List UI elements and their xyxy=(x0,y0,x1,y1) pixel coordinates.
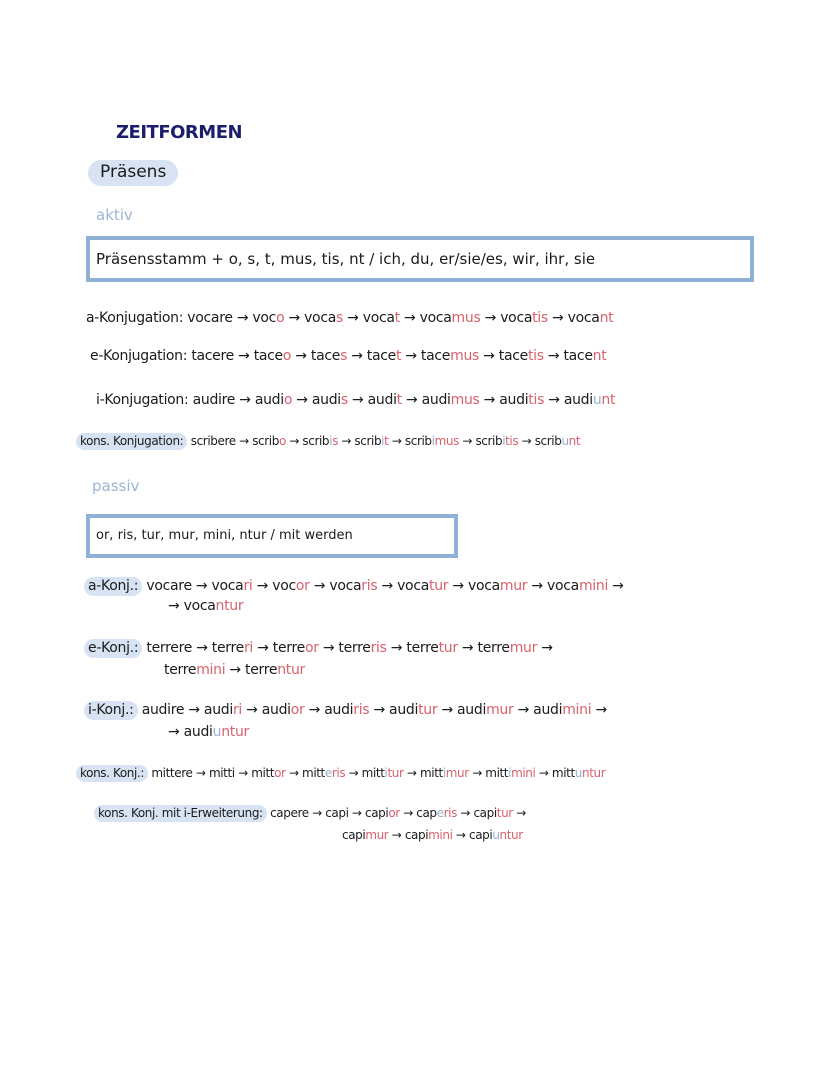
verb-ending: mus xyxy=(451,310,481,326)
verb-ending: t xyxy=(396,392,402,408)
verb-form xyxy=(212,578,253,594)
conjugation-label: a-Konjugation: xyxy=(86,310,184,326)
verb-stem: mitti xyxy=(208,766,235,780)
verb-form xyxy=(552,766,605,780)
arrow-icon: → xyxy=(458,434,476,448)
conjugation-row xyxy=(84,578,624,594)
verb-form xyxy=(262,702,305,718)
arrow-icon: → xyxy=(388,828,405,842)
infinitive: capere xyxy=(270,806,309,820)
verb-stem: tace xyxy=(420,348,451,364)
verb-ending: ri xyxy=(243,640,254,656)
verb-stem: scrib xyxy=(252,434,279,448)
verb-ending: tis xyxy=(505,434,519,448)
arrow-icon: → xyxy=(235,434,253,448)
connecting-vowel: e xyxy=(436,806,444,820)
verb-stem: tace xyxy=(563,348,593,364)
verb-ending: or xyxy=(290,702,305,718)
verb-ending: ris xyxy=(370,640,387,656)
conjugation-row-continued xyxy=(168,724,249,740)
verb-ending: ri xyxy=(232,702,242,718)
verb-form xyxy=(164,662,225,678)
verb-form xyxy=(184,598,244,614)
infinitive: tacere xyxy=(191,348,234,364)
verb-stem: capi xyxy=(365,806,389,820)
verb-ending: tur xyxy=(429,578,449,594)
verb-stem: mitt xyxy=(551,766,575,780)
verb-form xyxy=(533,702,591,718)
arrow-icon: → xyxy=(547,310,568,326)
conjugation-row xyxy=(86,310,613,326)
verb-form xyxy=(342,828,388,842)
verb-stem: audi xyxy=(421,392,451,408)
verb-ending: ris xyxy=(443,806,457,820)
arrow-icon: → xyxy=(242,702,262,718)
verb-ending: o xyxy=(276,310,285,326)
verb-form xyxy=(535,434,580,448)
verb-form xyxy=(212,640,253,656)
verb-ending: mus xyxy=(434,434,459,448)
verb-ending: mur xyxy=(509,640,538,656)
infinitive: vocare xyxy=(146,578,192,594)
arrow-icon: → xyxy=(291,348,311,364)
verb-ending: ri xyxy=(243,578,253,594)
verb-form xyxy=(272,578,309,594)
arrow-icon: → xyxy=(518,434,535,448)
verb-form xyxy=(312,392,348,408)
conjugation-row xyxy=(76,434,580,448)
verb-form xyxy=(304,310,343,326)
arrow-icon: → xyxy=(318,640,339,656)
arrow-icon: → xyxy=(347,348,367,364)
arrow-icon: → xyxy=(234,766,252,780)
verb-stem: voca xyxy=(419,310,452,326)
verb-stem: audi xyxy=(183,724,213,740)
verb-ending: mini xyxy=(578,578,609,594)
verb-stem: capi xyxy=(325,806,349,820)
verb-form xyxy=(252,434,286,448)
connecting-vowel: i xyxy=(508,766,512,780)
arrow-icon: → xyxy=(347,392,368,408)
arrow-icon: → xyxy=(544,392,564,408)
arrow-icon: → xyxy=(345,766,362,780)
verb-stem: voca xyxy=(500,310,533,326)
conjugation-row xyxy=(84,640,553,656)
verb-ending: mur xyxy=(365,828,389,842)
verb-form xyxy=(325,806,348,820)
arrow-icon: → xyxy=(479,348,499,364)
verb-form xyxy=(397,578,448,594)
arrow-icon: → xyxy=(184,702,204,718)
formula-box-passiv: or, ris, tur, mur, mini, ntur / mit werden xyxy=(86,514,458,558)
connecting-vowel: i xyxy=(384,766,388,780)
verb-stem: voca xyxy=(329,578,362,594)
verb-stem: mitt xyxy=(251,766,275,780)
conjugation-row xyxy=(96,392,615,408)
verb-ending: s xyxy=(340,348,348,364)
verb-form xyxy=(469,828,523,842)
arrow-icon: → xyxy=(403,766,420,780)
arrow-icon: → xyxy=(292,392,312,408)
arrow-icon: → xyxy=(527,578,547,594)
verb-form xyxy=(478,640,538,656)
arrow-icon: → xyxy=(348,806,365,820)
conjugation-row xyxy=(94,806,526,820)
verb-form xyxy=(302,434,338,448)
infinitive: scribere xyxy=(190,434,236,448)
verb-form xyxy=(204,702,242,718)
verb-form xyxy=(416,806,457,820)
verb-ending: nt xyxy=(599,310,614,326)
verb-form xyxy=(254,348,291,364)
verb-ending: mini xyxy=(428,828,453,842)
verb-ending: ntur xyxy=(581,766,606,780)
verb-ending: s xyxy=(336,310,343,326)
infinitive: audire xyxy=(192,392,236,408)
verb-stem: voca xyxy=(567,310,600,326)
connecting-vowel: e xyxy=(324,766,332,780)
arrow-icon: → xyxy=(513,702,534,718)
conjugation-label: i-Konjugation: xyxy=(96,392,189,408)
arrow-icon: → xyxy=(480,310,501,326)
verb-form xyxy=(209,766,235,780)
arrow-icon: → xyxy=(284,310,305,326)
verb-stem: voca xyxy=(183,598,216,614)
verb-form xyxy=(475,434,518,448)
arrow-icon: → xyxy=(285,766,303,780)
arrow-icon: → xyxy=(448,578,468,594)
verb-stem: audi xyxy=(324,702,354,718)
verb-stem: voca xyxy=(362,310,395,326)
verb-stem: audi xyxy=(203,702,233,718)
conjugation-row xyxy=(76,766,605,780)
conjugation-row xyxy=(84,702,607,718)
verb-ending: or xyxy=(295,578,310,594)
verb-ending: nt xyxy=(568,434,581,448)
infinitive: vocare xyxy=(187,310,233,326)
verb-form xyxy=(252,310,284,326)
arrow-icon: → xyxy=(369,702,390,718)
infinitive: terrere xyxy=(146,640,193,656)
verb-form xyxy=(499,392,544,408)
conjugation-label: a-Konj.: xyxy=(84,577,142,596)
verb-stem: audi xyxy=(533,702,563,718)
arrow-icon: → xyxy=(456,806,474,820)
subheading-passiv: passiv xyxy=(92,477,140,495)
verb-ending: tis xyxy=(528,392,545,408)
conjugation-label: kons. Konj. mit i-Erweiterung: xyxy=(94,805,267,822)
verb-ending: ntur xyxy=(215,598,244,614)
arrow-icon: → xyxy=(543,348,564,364)
conjugation-label: e-Konj.: xyxy=(84,639,142,658)
verb-stem: tace xyxy=(310,348,341,364)
verb-stem: mitt xyxy=(302,766,325,780)
arrow-icon: → xyxy=(591,702,607,718)
verb-ending: or xyxy=(304,640,319,656)
verb-stem: voca xyxy=(547,578,579,594)
conjugation-row xyxy=(90,348,606,364)
arrow-icon: → xyxy=(168,724,184,740)
connecting-vowel: i xyxy=(431,434,435,448)
subheading-aktiv: aktiv xyxy=(96,206,133,224)
verb-stem: scrib xyxy=(534,434,562,448)
verb-form xyxy=(568,310,614,326)
verb-stem: terre xyxy=(164,662,197,678)
arrow-icon: → xyxy=(225,662,246,678)
infinitive: mittere xyxy=(151,766,193,780)
verb-form xyxy=(273,640,319,656)
arrow-icon: → xyxy=(386,640,407,656)
verb-ending: t xyxy=(384,434,389,448)
verb-form xyxy=(420,310,481,326)
verb-stem: scrib xyxy=(475,434,503,448)
verb-form xyxy=(251,766,285,780)
verb-ending: tur xyxy=(496,806,513,820)
verb-form xyxy=(338,640,386,656)
verb-ending: nt xyxy=(592,348,607,364)
verb-ending: mini xyxy=(196,662,226,678)
verb-form xyxy=(363,310,400,326)
arrow-icon: → xyxy=(608,578,624,594)
arrow-icon: → xyxy=(512,806,526,820)
verb-form xyxy=(329,578,377,594)
verb-stem: scrib xyxy=(302,434,330,448)
verb-form xyxy=(485,766,535,780)
conjugation-label: kons. Konj.: xyxy=(76,765,148,782)
verb-stem: terre xyxy=(338,640,371,656)
verb-stem: terre xyxy=(477,640,510,656)
arrow-icon: → xyxy=(401,392,422,408)
arrow-icon: → xyxy=(457,640,478,656)
verb-form xyxy=(365,806,400,820)
verb-ending: tis xyxy=(532,310,548,326)
verb-ending: mini xyxy=(511,766,536,780)
arrow-icon: → xyxy=(285,434,303,448)
verb-ending: or xyxy=(274,766,286,780)
conjugation-label: kons. Konjugation: xyxy=(76,433,187,450)
verb-form xyxy=(500,310,548,326)
connecting-vowel: u xyxy=(492,828,500,842)
verb-stem: tace xyxy=(366,348,396,364)
arrow-icon: → xyxy=(537,640,553,656)
verb-ending: mus xyxy=(450,392,480,408)
verb-stem: scrib xyxy=(404,434,432,448)
verb-form xyxy=(311,348,347,364)
infinitive: audire xyxy=(141,702,185,718)
verb-ending: tur xyxy=(438,640,458,656)
verb-ending: s xyxy=(340,392,348,408)
arrow-icon: → xyxy=(377,578,398,594)
arrow-icon: → xyxy=(308,806,326,820)
verb-stem: mitt xyxy=(361,766,385,780)
arrow-icon: → xyxy=(309,578,330,594)
verb-form xyxy=(255,392,292,408)
verb-form xyxy=(422,392,480,408)
verb-ending: tur xyxy=(418,702,438,718)
arrow-icon: → xyxy=(192,640,212,656)
verb-form xyxy=(468,578,527,594)
arrow-icon: → xyxy=(168,598,184,614)
verb-ending: ris xyxy=(353,702,370,718)
verb-stem: audi xyxy=(499,392,529,408)
verb-ending: ris xyxy=(331,766,346,780)
verb-ending: mus xyxy=(450,348,480,364)
verb-stem: audi xyxy=(563,392,593,408)
verb-stem: voca xyxy=(467,578,500,594)
arrow-icon: → xyxy=(304,702,325,718)
arrow-icon: → xyxy=(468,766,486,780)
verb-ending: nt xyxy=(601,392,616,408)
connecting-vowel: u xyxy=(561,434,569,448)
connecting-vowel: u xyxy=(212,724,222,740)
verb-form xyxy=(547,578,608,594)
verb-stem: voc xyxy=(252,310,277,326)
verb-ending: o xyxy=(283,392,293,408)
arrow-icon: → xyxy=(479,392,500,408)
page-title: ZEITFORMEN xyxy=(116,122,243,143)
arrow-icon: → xyxy=(343,310,363,326)
section-heading-praesens: Präsens xyxy=(88,160,178,186)
verb-stem: tace xyxy=(253,348,283,364)
verb-ending: mur xyxy=(486,702,514,718)
arrow-icon: → xyxy=(401,348,421,364)
conjugation-row-continued xyxy=(164,662,305,678)
connecting-vowel: i xyxy=(502,434,506,448)
connecting-vowel: i xyxy=(442,766,446,780)
verb-stem: mitt xyxy=(419,766,443,780)
verb-ending: ntur xyxy=(499,828,523,842)
verb-stem: audi xyxy=(457,702,487,718)
verb-ending: mur xyxy=(499,578,528,594)
verb-stem: capi xyxy=(404,828,429,842)
verb-stem: terre xyxy=(211,640,244,656)
verb-form xyxy=(362,766,404,780)
arrow-icon: → xyxy=(452,828,469,842)
verb-ending: or xyxy=(388,806,400,820)
verb-form xyxy=(245,662,305,678)
verb-form xyxy=(563,348,606,364)
arrow-icon: → xyxy=(337,434,355,448)
verb-stem: voca xyxy=(397,578,429,594)
verb-stem: voca xyxy=(304,310,336,326)
arrow-icon: → xyxy=(399,310,420,326)
conjugation-row-continued xyxy=(168,598,243,614)
verb-ending: mur xyxy=(445,766,469,780)
arrow-icon: → xyxy=(192,766,209,780)
verb-ending: t xyxy=(394,310,400,326)
arrow-icon: → xyxy=(253,640,273,656)
verb-form xyxy=(564,392,615,408)
verb-ending: t xyxy=(395,348,402,364)
connecting-vowel: u xyxy=(592,392,602,408)
formula-box-aktiv: Präsensstamm + o, s, t, mus, tis, nt / ich, du, er/sie/es, wir, ihr, sie xyxy=(86,236,754,282)
verb-stem: audi xyxy=(261,702,291,718)
verb-form xyxy=(324,702,369,718)
verb-form xyxy=(354,434,388,448)
verb-ending: ntur xyxy=(221,724,249,740)
verb-form xyxy=(389,702,437,718)
verb-form xyxy=(421,348,479,364)
verb-stem: terre xyxy=(272,640,305,656)
verb-ending: o xyxy=(282,348,292,364)
verb-stem: mitt xyxy=(485,766,509,780)
verb-stem: cap xyxy=(416,806,437,820)
arrow-icon: → xyxy=(232,310,253,326)
arrow-icon: → xyxy=(235,392,255,408)
verb-stem: voca xyxy=(211,578,244,594)
verb-form xyxy=(499,348,544,364)
arrow-icon: → xyxy=(535,766,552,780)
connecting-vowel: u xyxy=(574,766,582,780)
arrow-icon: → xyxy=(388,434,405,448)
verb-ending: ntur xyxy=(277,662,305,678)
verb-ending: s xyxy=(332,434,338,448)
connecting-vowel: i xyxy=(381,434,385,448)
verb-form xyxy=(368,392,402,408)
verb-form xyxy=(367,348,401,364)
verb-form xyxy=(405,828,453,842)
verb-stem: capi xyxy=(469,828,493,842)
verb-stem: audi xyxy=(389,702,419,718)
arrow-icon: → xyxy=(252,578,273,594)
verb-stem: audi xyxy=(254,392,284,408)
arrow-icon: → xyxy=(437,702,458,718)
verb-stem: capi xyxy=(473,806,497,820)
verb-stem: scrib xyxy=(354,434,382,448)
verb-form xyxy=(420,766,469,780)
verb-stem: tace xyxy=(498,348,528,364)
verb-form xyxy=(184,724,249,740)
conjugation-label: i-Konj.: xyxy=(84,701,138,720)
verb-stem: voc xyxy=(272,578,296,594)
verb-form xyxy=(405,434,459,448)
verb-ending: mini xyxy=(562,702,592,718)
verb-form xyxy=(473,806,512,820)
conjugation-row-continued xyxy=(342,828,523,842)
arrow-icon: → xyxy=(191,578,212,594)
verb-stem: capi xyxy=(342,828,366,842)
connecting-vowel: i xyxy=(329,434,333,448)
verb-ending: tis xyxy=(527,348,544,364)
arrow-icon: → xyxy=(233,348,254,364)
verb-form xyxy=(457,702,513,718)
conjugation-label: e-Konjugation: xyxy=(90,348,188,364)
verb-ending: ris xyxy=(361,578,378,594)
verb-ending: o xyxy=(278,434,286,448)
verb-stem: audi xyxy=(367,392,397,408)
verb-stem: terre xyxy=(406,640,439,656)
verb-ending: tur xyxy=(387,766,404,780)
verb-form xyxy=(302,766,345,780)
verb-stem: terre xyxy=(245,662,278,678)
arrow-icon: → xyxy=(399,806,417,820)
verb-form xyxy=(406,640,457,656)
verb-stem: audi xyxy=(311,392,341,408)
